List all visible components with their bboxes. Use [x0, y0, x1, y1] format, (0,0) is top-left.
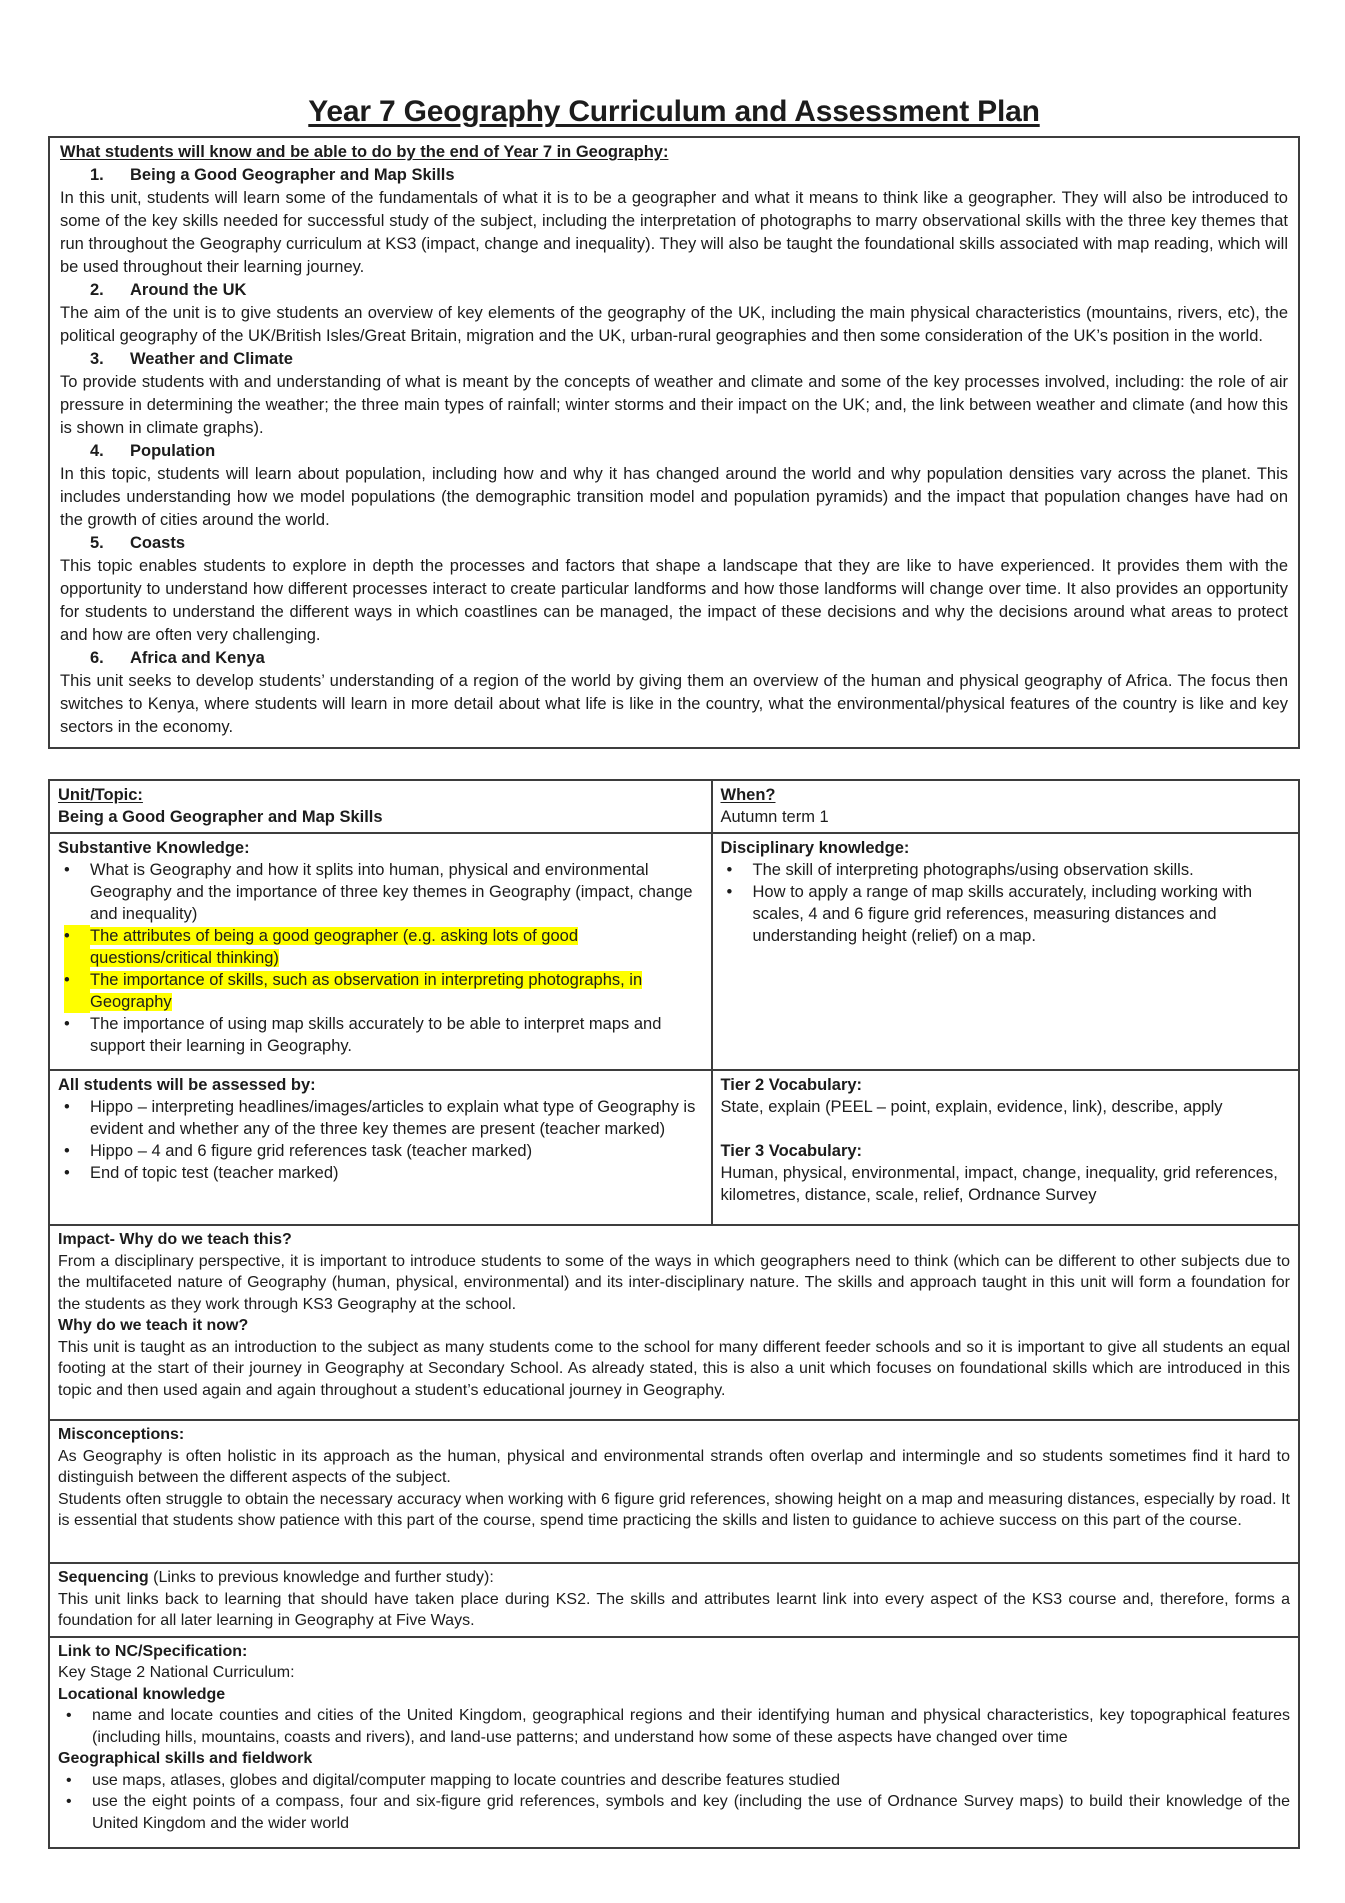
tier2-vocabulary-label: Tier 2 Vocabulary:: [720, 1076, 863, 1094]
assessment-cell: [49, 1070, 712, 1225]
sequencing-heading-rest: (Links to previous knowledge and further study):: [148, 1569, 494, 1586]
unit-name: Coasts: [130, 534, 186, 552]
unit-name: Population: [130, 442, 216, 460]
disciplinary-bullet-1: [727, 859, 1291, 881]
page-title: Year 7 Geography Curriculum and Assessment Plan: [308, 95, 1040, 128]
unit-number: 6.: [90, 649, 104, 667]
unit-name: Weather and Climate: [130, 350, 293, 368]
overview-unit-3: [60, 348, 1288, 440]
bullet-marker: •: [726, 861, 733, 879]
bullet-marker: •: [64, 1015, 70, 1033]
bullet-text: Hippo – interpreting headlines/images/articles to explain what type of Geography is evident and whether any of the three key themes are present (teacher marked): [90, 1098, 696, 1138]
when-label: When?: [720, 786, 776, 804]
unit-title: [60, 532, 1288, 555]
sequencing-heading-bold: Sequencing: [58, 1569, 149, 1586]
overview-unit-1: [60, 164, 1288, 279]
overview-box: [48, 136, 1300, 749]
unit-description: To provide students with and understanding of what is meant by the concepts of weather and climate and some of the key processes involved, including: the role of air pressure in determining the weather; the three main types of rainfall; winter storms and their impact on the UK; and, the link between weather and climate (and how this is shown in climate graphs).: [60, 373, 1288, 437]
bullet-marker: •: [66, 1707, 72, 1724]
misconceptions-paragraph-2: Students often struggle to obtain the necessary accuracy when working with 6 figure grid references, showing height on a map and measuring distances, especially by road. It is essential that students show patience with this part of the course, spend time practicing the skills and listen to guidance to achieve success on this part of the course.: [58, 1490, 1290, 1529]
assessment-bullet-1: [64, 1096, 703, 1140]
overview-unit-5: [60, 532, 1288, 647]
overview-unit-4: [60, 440, 1288, 532]
impact-cell: [49, 1225, 1299, 1420]
assessment-bullet-2: [64, 1140, 703, 1162]
geographical-skills-bullet-2: [62, 1791, 1290, 1834]
unit-title: [60, 647, 1288, 670]
locational-knowledge-bullet-1: [62, 1705, 1290, 1748]
bullet-marker: •: [64, 925, 90, 969]
bullet-text: use maps, atlases, globes and digital/computer mapping to locate countries and describe features studied: [92, 1771, 840, 1789]
nc-link-cell: [49, 1637, 1299, 1848]
disciplinary-bullet-2: [727, 881, 1291, 947]
sequencing-heading: [58, 1567, 1290, 1589]
unit-topic-value: Being a Good Geographer and Map Skills: [58, 808, 383, 826]
why-now-paragraph: This unit is taught as an introduction to the subject as many students come to the school for many different feeder schools and so it is important to give all students an equal footing at the start of their journey in Geography at Secondary School. As already stated, this is also a unit which focuses on foundational skills which are introduced in this topic and then used again and again throughout a student’s educational journey in Geography.: [58, 1338, 1290, 1399]
bullet-text: The importance of using map skills accurately to be able to interpret maps and support their learning in Geography.: [90, 1015, 662, 1055]
bullet-text: The skill of interpreting photographs/using observation skills.: [752, 861, 1194, 879]
bullet-marker: •: [64, 969, 90, 1013]
nc-link-heading: Link to NC/Specification:: [58, 1642, 248, 1660]
bullet-marker: •: [64, 1164, 70, 1182]
substantive-bullet-2-highlighted: [64, 925, 703, 969]
overview-heading: What students will know and be able to do by the end of Year 7 in Geography:: [60, 143, 669, 161]
bullet-text: use the eight points of a compass, four and six-figure grid references, symbols and key (including the use of Ordnance Survey maps) to build their knowledge of the United Kingdom and the wider world: [92, 1793, 1290, 1832]
vocabulary-cell: [712, 1070, 1300, 1225]
sequencing-cell: [49, 1563, 1299, 1637]
disciplinary-knowledge-cell: [712, 833, 1300, 1070]
unit-description: This unit seeks to develop students’ understanding of a region of the world by giving them an overview of the human and physical geography of Africa. The focus then switches to Kenya, where students will learn in more detail about what life is like in the country, what the environmental/physical features of the country is like and key sectors in the economy.: [60, 672, 1288, 736]
why-now-heading: Why do we teach it now?: [58, 1317, 249, 1334]
when-cell: [712, 780, 1300, 833]
unit-number: 4.: [90, 442, 104, 460]
bullet-text: End of topic test (teacher marked): [90, 1164, 339, 1182]
unit-number: 1.: [90, 166, 104, 184]
tier3-vocabulary-text: Human, physical, environmental, impact, change, inequality, grid references, kilometres, distance, scale, relief, Ordnance Survey: [720, 1164, 1278, 1204]
sequencing-paragraph: This unit links back to learning that should have taken place during KS2. The skills and attributes learnt link into every aspect of the KS3 course and, therefore, forms a foundation for all later learning in Geography at Five Ways.: [58, 1590, 1290, 1629]
unit-title: [60, 348, 1288, 371]
unit-topic-label: Unit/Topic:: [58, 786, 143, 804]
unit-name: Africa and Kenya: [130, 649, 265, 667]
substantive-bullet-3-highlighted: [64, 969, 703, 1013]
bullet-marker: •: [64, 861, 70, 879]
unit-title: [60, 279, 1288, 302]
assessment-bullet-3: [64, 1162, 703, 1184]
unit-title: [60, 164, 1288, 187]
unit-topic-cell: [49, 780, 712, 833]
bullet-marker: •: [726, 883, 733, 901]
substantive-knowledge-cell: [49, 833, 712, 1070]
bullet-text: What is Geography and how it splits into human, physical and environmental Geography and the importance of three key themes in Geography (impact, change and inequality): [90, 861, 693, 923]
unit-number: 2.: [90, 281, 104, 299]
disciplinary-heading: Disciplinary knowledge:: [720, 839, 910, 857]
misconceptions-heading: Misconceptions:: [58, 1426, 185, 1443]
bullet-marker: •: [64, 1142, 70, 1160]
substantive-bullet-4: [64, 1013, 703, 1057]
unit-description: In this topic, students will learn about population, including how and why it has changed around the world and why population densities vary across the planet. This includes understanding how we model populations (the demographic transition model and population pyramids) and the impact that population changes have had on the growth of cities around the world.: [60, 465, 1288, 529]
unit-description: This topic enables students to explore in depth the processes and factors that shape a landscape that they are like to have experienced. It provides them with the opportunity to understand how different processes interact to create particular landforms and how those landforms will change over time. It also provides an opportunity for students to understand the different ways in which coastlines can be managed, the impact of these decisions and why the decisions around what areas to protect and how are often very challenging.: [60, 557, 1288, 644]
locational-knowledge-heading: Locational knowledge: [58, 1685, 226, 1703]
assessment-heading: All students will be assessed by:: [58, 1076, 316, 1094]
bullet-marker: •: [64, 1098, 70, 1116]
unit-description: In this unit, students will learn some of the fundamentals of what it is to be a geographer and what it means to think like a geographer. They will also be introduced to some of the key skills needed for successful study of the subject, including the interpretation of photographs to marry observational skills with the three key themes that run throughout the Geography curriculum at KS3 (impact, change and inequality). They will also be taught the foundational skills associated with map reading, which will be used throughout their learning journey.: [60, 189, 1288, 276]
unit-title: [60, 440, 1288, 463]
bullet-text-highlighted: The importance of skills, such as observation in interpreting photographs, in Geography: [90, 971, 643, 1011]
unit-number: 5.: [90, 534, 104, 552]
geographical-skills-bullet-1: [62, 1770, 1290, 1792]
substantive-bullet-1: [64, 859, 703, 925]
when-value: Autumn term 1: [720, 808, 829, 826]
misconceptions-paragraph-1: As Geography is often holistic in its approach as the human, physical and environmental strands often overlap and intermingle and so students sometimes find it hard to distinguish between the different aspects of the subject.: [58, 1447, 1290, 1486]
bullet-text-highlighted: The attributes of being a good geographer (e.g. asking lots of good questions/critical thinking): [90, 927, 578, 967]
spacer: [721, 1118, 1291, 1140]
bullet-text: How to apply a range of map skills accurately, including working with scales, 4 and 6 figure grid references, measuring distances and understanding height (relief) on a map.: [752, 883, 1253, 945]
unit-name: Being a Good Geographer and Map Skills: [130, 166, 455, 184]
unit-name: Around the UK: [130, 281, 247, 299]
tier3-vocabulary-label: Tier 3 Vocabulary:: [720, 1142, 863, 1160]
bullet-text: Hippo – 4 and 6 figure grid references task (teacher marked): [90, 1142, 533, 1160]
tier2-vocabulary-text: State, explain (PEEL – point, explain, evidence, link), describe, apply: [720, 1098, 1223, 1116]
nc-link-intro: Key Stage 2 National Curriculum:: [58, 1664, 295, 1681]
impact-paragraph: From a disciplinary perspective, it is important to introduce students to some of the ways in which geographers need to think (which can be different to other subjects due to the multifaceted nature of Geography (human, physical, environmental) and its inter-disciplinary nature. The skills and approach taught in this unit will form a foundation for the students as they work through KS3 Geography at the school.: [58, 1252, 1290, 1313]
overview-unit-2: [60, 279, 1288, 348]
misconceptions-cell: [49, 1420, 1299, 1563]
substantive-heading: Substantive Knowledge:: [58, 839, 250, 857]
geographical-skills-heading: Geographical skills and fieldwork: [58, 1750, 313, 1767]
bullet-text: name and locate counties and cities of the United Kingdom, geographical regions and their identifying human and physical characteristics, key topographical features (including hills, mountains, coasts and rivers), and land-use patterns; and understand how some of these aspects have changed over time: [92, 1707, 1290, 1746]
unit-plan-table: [48, 779, 1300, 1849]
bullet-marker: •: [66, 1771, 72, 1789]
bullet-marker: •: [66, 1793, 72, 1810]
impact-heading: Impact- Why do we teach this?: [58, 1231, 292, 1248]
unit-description: The aim of the unit is to give students an overview of key elements of the geography of the UK, including the main physical characteristics (mountains, rivers, etc), the political geography of the UK/British Isles/Great Britain, migration and the UK, urban-rural geographies and then some consideration of the UK’s position in the world.: [60, 304, 1288, 345]
overview-unit-6: [60, 647, 1288, 739]
unit-number: 3.: [90, 350, 104, 368]
